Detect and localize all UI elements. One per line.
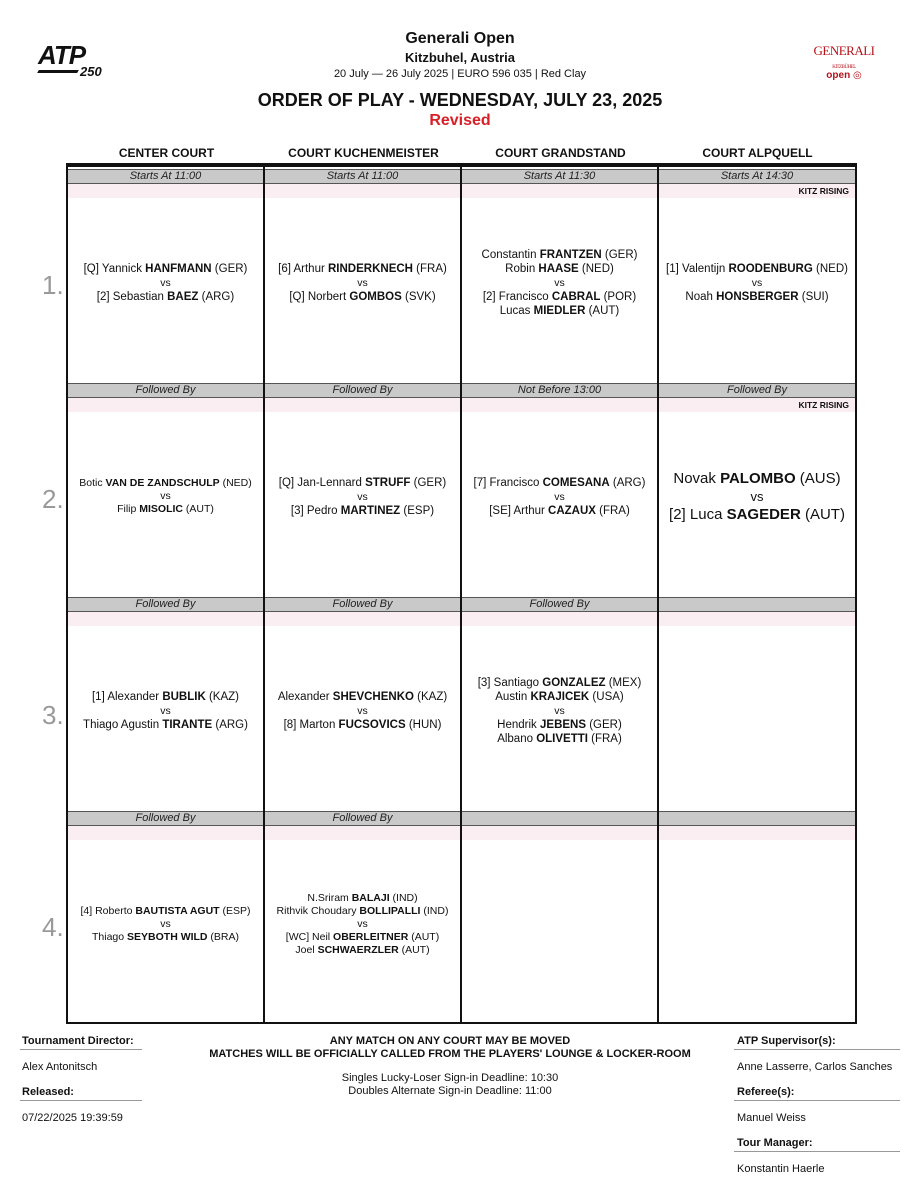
player-country: (AUT) bbox=[585, 304, 620, 317]
player-surname: HONSBERGER bbox=[716, 290, 799, 303]
player-line bbox=[68, 503, 263, 516]
player-surname: BAUTISTA AGUT bbox=[135, 904, 220, 917]
player-seed-first: [Q] Yannick bbox=[83, 262, 146, 275]
player-seed-first: [2] Francisco bbox=[482, 290, 552, 303]
vs-label: vs bbox=[554, 704, 565, 717]
column-divider bbox=[263, 163, 265, 1024]
time-bar: Followed By bbox=[265, 597, 460, 612]
row-number: 3. bbox=[42, 700, 64, 730]
vs-label: vs bbox=[160, 276, 171, 289]
time-bar: Starts At 11:30 bbox=[462, 169, 657, 184]
player-country: (USA) bbox=[589, 690, 624, 703]
player-country: (ARG) bbox=[609, 476, 646, 489]
player-seed-first: [Q] Norbert bbox=[289, 290, 350, 303]
notice-called: MATCHES WILL BE OFFICIALLY CALLED FROM THE PLAYERS' LOUNGE & LOCKER-ROOM bbox=[209, 1048, 691, 1060]
court-header-grandstand: COURT GRANDSTAND bbox=[495, 146, 626, 160]
match-cell bbox=[68, 184, 263, 381]
player-seed-first: Alexander bbox=[277, 690, 333, 703]
row-number: 4. bbox=[42, 912, 64, 942]
time-bar: Followed By bbox=[68, 383, 263, 398]
time-bar: Followed By bbox=[68, 597, 263, 612]
referee-label: Referee(s): bbox=[737, 1086, 795, 1098]
time-bar: Starts At 11:00 bbox=[68, 169, 263, 184]
player-surname: SCHWAERZLER bbox=[317, 943, 399, 956]
player-country: (FRA) bbox=[587, 732, 622, 745]
released-label: Released: bbox=[22, 1086, 74, 1098]
player-line bbox=[68, 477, 263, 490]
player-surname: MARTINEZ bbox=[340, 504, 401, 517]
released-timestamp: 07/22/2025 19:39:59 bbox=[22, 1112, 123, 1124]
match-cell bbox=[462, 826, 657, 1022]
player-seed-first: Rithvik Choudary bbox=[276, 904, 360, 917]
player-surname: COMESANA bbox=[542, 476, 610, 489]
player-country: (GER) bbox=[601, 248, 638, 261]
player-line bbox=[462, 732, 657, 746]
player-country: (AUT) bbox=[398, 943, 430, 956]
match-cell bbox=[68, 612, 263, 809]
player-surname: ROODENBURG bbox=[728, 262, 813, 275]
vs-label: vs bbox=[357, 490, 368, 503]
player-country: (AUS) bbox=[795, 469, 841, 487]
atp-level: 250 bbox=[80, 64, 102, 79]
match-cell bbox=[265, 184, 460, 381]
player-seed-first: [2] Luca bbox=[669, 505, 727, 523]
player-seed-first: Botic bbox=[79, 477, 106, 489]
tournament-info: 20 July — 26 July 2025 | EURO 596 035 | Red Clay bbox=[333, 68, 587, 80]
player-country: (FRA) bbox=[412, 262, 447, 275]
match-cell bbox=[462, 184, 657, 381]
player-seed-first: [8] Marton bbox=[283, 718, 339, 731]
player-country: (AUT) bbox=[408, 930, 440, 943]
vs-label: vs bbox=[554, 276, 565, 289]
player-country: (MEX) bbox=[605, 676, 642, 689]
time-bar: Starts At 14:30 bbox=[659, 169, 855, 184]
player-seed-first: Hendrik bbox=[497, 718, 540, 731]
player-country: (GER) bbox=[410, 476, 447, 489]
match-cell bbox=[659, 398, 855, 595]
player-country: (KAZ) bbox=[205, 690, 239, 703]
match-cell bbox=[659, 612, 855, 809]
brand-small: KITZBÜHEL bbox=[832, 65, 856, 70]
player-seed-first: [WC] Neil bbox=[285, 930, 334, 943]
player-surname: MIEDLER bbox=[533, 304, 586, 317]
tournament-location: Kitzbuhel, Austria bbox=[404, 50, 516, 65]
player-surname: GOMBOS bbox=[349, 290, 402, 303]
player-surname: GONZALEZ bbox=[542, 676, 606, 689]
player-line bbox=[462, 304, 657, 318]
player-line bbox=[68, 718, 263, 732]
player-surname: SAGEDER bbox=[726, 505, 801, 523]
player-surname: HANFMANN bbox=[145, 262, 212, 275]
vs-label: vs bbox=[750, 488, 764, 504]
player-country: (KAZ) bbox=[413, 690, 448, 703]
player-surname: BALAJI bbox=[351, 891, 390, 904]
player-country: (AUT) bbox=[183, 503, 214, 515]
kitz-rising-tag: KITZ RISING bbox=[798, 186, 849, 196]
vs-label: vs bbox=[751, 276, 763, 289]
player-seed-first: [4] Roberto bbox=[80, 904, 136, 917]
player-seed-first: Constantin bbox=[481, 248, 540, 261]
player-seed-first: [Q] Jan-Lennard bbox=[278, 476, 366, 489]
player-line bbox=[265, 931, 460, 944]
vs-label: vs bbox=[357, 917, 368, 930]
player-surname: BUBLIK bbox=[162, 690, 206, 703]
player-country: (IND) bbox=[389, 891, 418, 904]
vs-label: vs bbox=[160, 917, 171, 930]
player-line bbox=[659, 470, 855, 488]
player-line bbox=[265, 892, 460, 905]
player-surname: VAN DE ZANDSCHULP bbox=[105, 477, 220, 489]
player-surname: STRUFF bbox=[365, 476, 411, 489]
vs-label: vs bbox=[554, 490, 565, 503]
manager-name: Konstantin Haerle bbox=[737, 1163, 825, 1175]
player-line bbox=[68, 290, 263, 304]
player-line bbox=[659, 262, 855, 276]
player-country: (NED) bbox=[812, 262, 848, 275]
time-bar bbox=[659, 811, 855, 826]
supervisor-label: ATP Supervisor(s): bbox=[737, 1035, 836, 1047]
player-line bbox=[68, 262, 263, 276]
player-surname: KRAJICEK bbox=[530, 690, 590, 703]
player-surname: FUCSOVICS bbox=[338, 718, 406, 731]
player-surname: RINDERKNECH bbox=[328, 262, 413, 275]
player-line bbox=[265, 262, 460, 276]
player-seed-first: [3] Santiago bbox=[477, 676, 543, 689]
player-country: (ARG) bbox=[212, 718, 248, 731]
player-country: (SVK) bbox=[401, 290, 436, 303]
singles-deadline: Singles Lucky-Loser Sign-in Deadline: 10:30 bbox=[341, 1072, 559, 1084]
player-seed-first: N.Sriram bbox=[307, 891, 352, 904]
order-of-play-title: ORDER OF PLAY - WEDNESDAY, JULY 23, 2025 bbox=[257, 90, 663, 110]
match-cell bbox=[68, 398, 263, 595]
time-bar bbox=[462, 811, 657, 826]
player-surname: TIRANTE bbox=[162, 718, 213, 731]
player-country: (POR) bbox=[600, 290, 637, 303]
player-line bbox=[462, 290, 657, 304]
divider bbox=[20, 1100, 142, 1101]
vs-label: vs bbox=[160, 490, 171, 502]
player-line bbox=[68, 905, 263, 918]
player-country: (BRA) bbox=[207, 930, 240, 943]
player-surname: BAEZ bbox=[167, 290, 199, 303]
player-line bbox=[659, 506, 855, 524]
player-surname: MISOLIC bbox=[139, 503, 183, 515]
court-header-kuchenmeister: COURT KUCHENMEISTER bbox=[288, 146, 439, 160]
time-bar bbox=[659, 597, 855, 612]
divider bbox=[734, 1151, 900, 1152]
player-country: (ARG) bbox=[198, 290, 235, 303]
player-line bbox=[265, 504, 460, 518]
court-header-alpquell: COURT ALPQUELL bbox=[702, 146, 813, 160]
vs-label: vs bbox=[357, 276, 368, 289]
brand-swirl-icon: ◎ bbox=[852, 70, 862, 81]
match-cell bbox=[462, 612, 657, 809]
player-surname: SHEVCHENKO bbox=[332, 690, 414, 703]
player-surname: OLIVETTI bbox=[536, 732, 588, 745]
player-line bbox=[659, 290, 855, 304]
divider bbox=[20, 1049, 142, 1050]
player-surname: CABRAL bbox=[551, 290, 601, 303]
player-seed-first: Lucas bbox=[499, 304, 534, 317]
row-number: 1. bbox=[42, 270, 64, 300]
player-surname: PALOMBO bbox=[720, 469, 796, 487]
player-seed-first: [7] Francisco bbox=[473, 476, 543, 489]
time-bar: Followed By bbox=[265, 383, 460, 398]
director-label: Tournament Director: bbox=[22, 1035, 134, 1047]
player-line bbox=[462, 504, 657, 518]
player-seed-first: [6] Arthur bbox=[278, 262, 328, 275]
player-line bbox=[462, 676, 657, 690]
player-line bbox=[462, 476, 657, 490]
time-bar: Followed By bbox=[462, 597, 657, 612]
player-seed-first: [1] Alexander bbox=[91, 690, 163, 703]
player-seed-first: Thiago bbox=[91, 930, 128, 943]
player-seed-first: Noah bbox=[685, 290, 717, 303]
director-name: Alex Antonitsch bbox=[22, 1061, 98, 1073]
player-country: (FRA) bbox=[595, 504, 630, 517]
player-country: (GER) bbox=[211, 262, 248, 275]
player-country: (AUT) bbox=[800, 505, 845, 523]
doubles-deadline: Doubles Alternate Sign-in Deadline: 11:00 bbox=[348, 1085, 552, 1097]
match-cell bbox=[265, 826, 460, 1022]
time-bar: Followed By bbox=[659, 383, 855, 398]
player-country: (ESP) bbox=[219, 904, 251, 917]
player-surname: FRANTZEN bbox=[539, 248, 602, 261]
brand-bottom: open bbox=[826, 70, 851, 81]
player-line bbox=[265, 290, 460, 304]
match-cell bbox=[659, 826, 855, 1022]
player-seed-first: [3] Pedro bbox=[290, 504, 341, 517]
match-cell bbox=[68, 826, 263, 1022]
divider bbox=[734, 1049, 900, 1050]
player-line bbox=[265, 690, 460, 704]
manager-label: Tour Manager: bbox=[737, 1137, 813, 1149]
player-line bbox=[265, 905, 460, 918]
player-country: (SUI) bbox=[798, 290, 829, 303]
player-seed-first: [2] Sebastian bbox=[96, 290, 168, 303]
player-line bbox=[265, 476, 460, 490]
player-seed-first: Filip bbox=[117, 503, 140, 515]
player-seed-first: Austin bbox=[495, 690, 531, 703]
player-seed-first: Robin bbox=[505, 262, 539, 275]
match-cell bbox=[265, 398, 460, 595]
player-country: (GER) bbox=[586, 718, 622, 731]
referee-name: Manuel Weiss bbox=[737, 1112, 806, 1124]
time-bar: Followed By bbox=[68, 811, 263, 826]
player-line bbox=[68, 690, 263, 704]
kitz-rising-tag: KITZ RISING bbox=[798, 400, 849, 410]
column-divider bbox=[460, 163, 462, 1024]
player-country: (NED) bbox=[578, 262, 614, 275]
match-cell bbox=[462, 398, 657, 595]
player-line bbox=[265, 718, 460, 732]
time-bar: Not Before 13:00 bbox=[462, 383, 657, 398]
vs-label: vs bbox=[160, 704, 171, 717]
player-seed-first: Albano bbox=[497, 732, 537, 745]
player-surname: BOLLIPALLI bbox=[359, 904, 421, 917]
player-seed-first: Novak bbox=[673, 469, 721, 487]
notice-moved: ANY MATCH ON ANY COURT MAY BE MOVED bbox=[329, 1035, 571, 1047]
player-line bbox=[462, 262, 657, 276]
player-seed-first: Joel bbox=[295, 943, 318, 956]
column-divider bbox=[657, 163, 659, 1024]
player-surname: HAASE bbox=[538, 262, 579, 275]
supervisor-names: Anne Lasserre, Carlos Sanches bbox=[737, 1061, 893, 1073]
player-surname: SEYBOTH WILD bbox=[127, 930, 208, 943]
player-surname: CAZAUX bbox=[548, 504, 596, 517]
player-country: (IND) bbox=[420, 904, 449, 917]
player-country: (HUN) bbox=[405, 718, 442, 731]
row-number: 2. bbox=[42, 484, 64, 514]
brand-top: GENERALI bbox=[813, 43, 875, 58]
player-line bbox=[462, 690, 657, 704]
player-line bbox=[462, 718, 657, 732]
match-cell bbox=[659, 184, 855, 381]
player-line bbox=[265, 944, 460, 957]
vs-label: vs bbox=[357, 704, 368, 717]
court-header-center: CENTER COURT bbox=[118, 146, 215, 160]
match-cell bbox=[265, 612, 460, 809]
player-seed-first: [1] Valentijn bbox=[666, 262, 729, 275]
player-surname: OBERLEITNER bbox=[333, 930, 409, 943]
player-seed-first: Thiago Agustin bbox=[83, 718, 163, 731]
player-country: (ESP) bbox=[400, 504, 435, 517]
player-seed-first: [SE] Arthur bbox=[489, 504, 549, 517]
player-line bbox=[68, 931, 263, 944]
divider bbox=[734, 1100, 900, 1101]
player-surname: JEBENS bbox=[540, 718, 587, 731]
atp-logo-text: ATP bbox=[38, 40, 86, 70]
tournament-title: Generali Open bbox=[405, 30, 515, 47]
time-bar: Followed By bbox=[265, 811, 460, 826]
revised-label: Revised bbox=[429, 112, 491, 129]
player-line bbox=[462, 248, 657, 262]
time-bar: Starts At 11:00 bbox=[265, 169, 460, 184]
player-country: (NED) bbox=[219, 477, 252, 489]
